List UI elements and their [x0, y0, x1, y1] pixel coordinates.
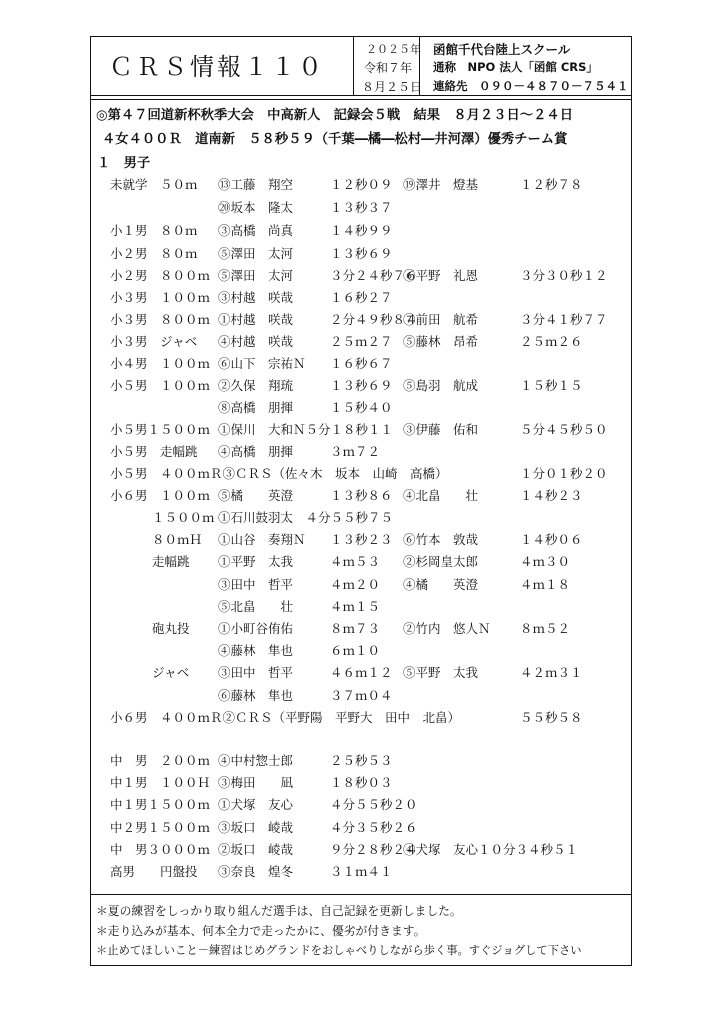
result-cell: ４ｍ１８	[520, 577, 571, 592]
result-row	[0, 244, 724, 264]
result-cell: ⑬工藤 翔空	[218, 177, 294, 192]
result-cell: １５秒１５	[520, 378, 583, 393]
result-cell: ８００ｍ	[160, 312, 211, 327]
result-cell: ②久保 翔琉	[218, 378, 294, 393]
result-row	[0, 840, 724, 860]
result-cell: １６秒２７	[330, 290, 393, 305]
result-cell: １００ｍ	[160, 290, 211, 305]
result-row	[0, 288, 724, 308]
result-cell: ①平野 太我	[218, 554, 294, 569]
note: ＊夏の練習をしっかり取り組んだ選手は、自己記録を更新しました。	[96, 904, 462, 918]
result-row	[0, 376, 724, 396]
result-row	[0, 619, 724, 639]
result-cell: ８０ｍＨ	[152, 532, 203, 547]
result-cell: １５秒４０	[330, 400, 393, 415]
result-cell: ⑤島羽 航成	[403, 378, 479, 393]
result-cell: ③高橋 尚真	[218, 223, 294, 238]
result-row	[0, 508, 724, 528]
result-cell: ⑤橘 英澄	[218, 488, 294, 503]
note: ＊走り込みが基本、何本全力で走ったかに、優劣が付きます。	[96, 924, 426, 938]
result-cell: ①山谷 奏翔Ｎ	[218, 532, 306, 547]
issue-era: 令和７年	[364, 61, 413, 75]
result-cell: １５００ｍ	[152, 510, 215, 525]
result-cell: ①保川 大和Ｎ５分１８秒１１	[218, 422, 394, 437]
result-cell: 小５男	[110, 378, 148, 393]
result-cell: ２５秒５３	[330, 753, 393, 768]
result-row	[0, 442, 724, 462]
result-cell: ④橘 英澄	[403, 577, 479, 592]
org-name: 通称 NPO 法人「函館 CRS」	[433, 60, 598, 74]
result-cell: 中１男	[110, 775, 148, 790]
result-cell: 小２男	[110, 246, 148, 261]
result-cell: 小５男	[110, 444, 148, 459]
result-cell: ②竹内 悠人Ｎ	[403, 621, 491, 636]
result-cell: ④村越 咲哉	[218, 334, 294, 349]
result-cell: ２分４９秒８４	[330, 312, 418, 327]
result-cell: ②杉岡皇太郎	[403, 554, 479, 569]
result-cell: ①村越 咲哉	[218, 312, 294, 327]
result-cell: ５０ｍ	[160, 177, 198, 192]
result-cell: １２秒０９	[330, 177, 393, 192]
result-cell: １３秒６９	[330, 378, 393, 393]
divider	[90, 99, 632, 100]
result-cell: ３７ｍ０４	[330, 688, 393, 703]
result-row	[0, 332, 724, 352]
result-cell: １３秒８６	[330, 488, 393, 503]
result-cell: 砲丸投	[152, 621, 190, 636]
result-cell: ９分２８秒２４	[330, 842, 418, 857]
result-cell: ジャベ	[152, 665, 190, 680]
result-cell: ⑤藤林 昂希	[403, 334, 479, 349]
result-cell: ５５秒５８	[520, 710, 583, 725]
result-cell: 小３男	[110, 334, 148, 349]
result-row	[0, 575, 724, 595]
result-cell: ⑤平野 太我	[403, 665, 479, 680]
result-cell: ⑤北畠 壮	[218, 599, 294, 614]
result-cell: 小６男	[110, 710, 148, 725]
result-cell: ８０ｍ	[160, 246, 198, 261]
result-cell: １４秒２３	[520, 488, 583, 503]
school-name: 函館千代台陸上スクール	[433, 42, 571, 57]
result-cell: ④藤林 隼也	[218, 643, 294, 658]
header-box	[90, 36, 632, 96]
result-row	[0, 486, 724, 506]
result-cell: 小３男	[110, 290, 148, 305]
result-cell: ⑳坂本 隆太	[218, 200, 294, 215]
result-cell: １３秒３７	[330, 200, 393, 215]
divider	[90, 894, 632, 895]
result-cell: 高男	[110, 864, 136, 879]
result-cell: 中 男	[110, 753, 148, 768]
result-row	[0, 597, 724, 617]
result-cell: ④犬塚 友心１０分３４秒５１	[403, 842, 579, 857]
result-cell: １４秒９９	[330, 223, 393, 238]
result-cell: ３ｍ７２	[330, 444, 381, 459]
result-cell: ８００ｍ	[160, 268, 211, 283]
result-cell: ③伊藤 佑和	[403, 422, 479, 437]
result-row	[0, 310, 724, 330]
result-cell: １８秒０３	[330, 775, 393, 790]
result-cell: ③村越 咲哉	[218, 290, 294, 305]
result-cell: ２５ｍ２６	[520, 334, 583, 349]
result-cell: 小５男１５００ｍ	[110, 422, 211, 437]
result-cell: 走幅跳	[152, 554, 190, 569]
result-row	[0, 354, 724, 374]
result-cell: 中２男１５００ｍ	[110, 820, 211, 835]
result-cell: ④中村惣士郎	[218, 753, 294, 768]
result-cell: 小６男	[110, 488, 148, 503]
result-cell: ⑥平野 礼恩	[403, 268, 479, 283]
result-cell: 中１男１５００ｍ	[110, 797, 211, 812]
result-row	[0, 862, 724, 882]
result-cell: ５分４５秒５０	[520, 422, 608, 437]
result-cell: １００ｍ	[160, 378, 211, 393]
result-cell: １００Ｈ	[160, 775, 211, 790]
result-cell: ジャベ	[160, 334, 198, 349]
result-row	[0, 198, 724, 218]
result-cell: ③田中 哲平	[218, 577, 294, 592]
result-row	[0, 751, 724, 771]
result-cell: ３分４１秒７７	[520, 312, 608, 327]
result-cell: ④高橋 朋揮	[218, 444, 294, 459]
result-row	[0, 464, 724, 484]
result-cell: ３１ｍ４１	[330, 864, 393, 879]
meet-heading: ◎第４７回道新杯秋季大会 中高新人 記録会５戦 結果 ８月２３日～２４日	[96, 108, 573, 123]
result-cell: ３分２４秒７６	[330, 268, 418, 283]
result-cell: ２５ｍ２７	[330, 334, 393, 349]
result-cell: 未就学	[110, 177, 148, 192]
result-cell: ４２ｍ３１	[520, 665, 583, 680]
result-cell: １６秒６７	[330, 356, 393, 371]
result-cell: ８０ｍ	[160, 223, 198, 238]
issue-year: ２０２５年	[366, 43, 421, 56]
result-cell: １００ｍ	[160, 488, 211, 503]
result-cell: ⑤澤田 太河	[218, 268, 294, 283]
result-cell: ⑲澤井 燈基	[403, 177, 479, 192]
contact-phone: 連絡先 ０９０－４８７０－７５４１	[433, 79, 629, 93]
result-row	[0, 795, 724, 815]
result-cell: 小４男	[110, 356, 148, 371]
newsletter-title: ＣＲＳ情報１１０	[109, 53, 325, 81]
result-cell: １４秒０６	[520, 532, 583, 547]
result-cell: １３秒２３	[330, 532, 393, 547]
result-row	[0, 818, 724, 838]
result-cell: ２００ｍ	[160, 753, 211, 768]
result-cell: 小２男	[110, 268, 148, 283]
result-cell: ①小町谷侑佑	[218, 621, 294, 636]
result-cell: ４ｍ３０	[520, 554, 571, 569]
result-cell: ４６ｍ１２	[330, 665, 393, 680]
result-cell: ４分５５秒２０	[330, 797, 418, 812]
note: ＊止めてほしいこと－練習はじめグランドをおしゃべりしながら歩く事。すぐジョグして下さい	[96, 944, 582, 957]
result-cell: ４００ｍＲ③ＣＲＳ（佐々木 坂本 山崎 高橋）	[160, 466, 448, 481]
result-cell: ４００ｍＲ②ＣＲＳ（平野陽 平野大 田中 北畠）	[160, 710, 461, 725]
result-cell: ②坂口 崚哉	[218, 842, 294, 857]
result-cell: ③田中 哲平	[218, 665, 294, 680]
result-cell: ⑦前田 航希	[403, 312, 479, 327]
result-cell: １２秒７８	[520, 177, 583, 192]
result-row	[0, 773, 724, 793]
divider	[353, 37, 354, 95]
result-cell: ⑧高橋 朋揮	[218, 400, 294, 415]
result-row	[0, 398, 724, 418]
result-row	[0, 175, 724, 195]
result-cell: ④北畠 壮	[403, 488, 479, 503]
result-cell: ６ｍ１０	[330, 643, 381, 658]
result-cell: ４ｍ５３	[330, 554, 381, 569]
result-cell: ③坂口 崚哉	[218, 820, 294, 835]
result-cell: １３秒６９	[330, 246, 393, 261]
result-cell: ⑤澤田 太河	[218, 246, 294, 261]
result-cell: 中 男３０００ｍ	[110, 842, 211, 857]
result-cell: ４分３５秒２６	[330, 820, 418, 835]
section-heading: １ 男子	[97, 156, 151, 171]
result-cell: ８ｍ５２	[520, 621, 571, 636]
result-cell: １００ｍ	[160, 356, 211, 371]
result-cell: ⑥竹本 敦哉	[403, 532, 479, 547]
issue-date: ８月２５日	[362, 80, 423, 94]
result-cell: ３分３０秒１２	[520, 268, 608, 283]
result-cell: ①石川鼓羽太 ４分５５秒７５	[218, 510, 394, 525]
result-cell: 小１男	[110, 223, 148, 238]
result-row	[0, 552, 724, 572]
result-cell: ⑥藤林 隼也	[218, 688, 294, 703]
result-cell: 円盤投	[160, 864, 198, 879]
result-cell: ①犬塚 友心	[218, 797, 294, 812]
result-row	[0, 641, 724, 661]
result-row	[0, 221, 724, 241]
relay-record: ４女４００Ｒ 道南新 ５８秒５９（千葉―橘―松村―井河澤）優秀チーム賞	[102, 132, 568, 147]
result-cell: ４ｍ１５	[330, 599, 381, 614]
result-cell: 小３男	[110, 312, 148, 327]
result-row	[0, 530, 724, 550]
result-cell: 小５男	[110, 466, 148, 481]
result-cell: ８ｍ７３	[330, 621, 381, 636]
result-cell: ４ｍ２０	[330, 577, 381, 592]
result-row	[0, 420, 724, 440]
result-row	[0, 686, 724, 706]
result-cell: １分０１秒２０	[520, 466, 608, 481]
result-row	[0, 266, 724, 286]
result-cell: ③奈良 煌冬	[218, 864, 294, 879]
result-cell: ③梅田 凪	[218, 775, 294, 790]
result-cell: ⑥山下 宗祐Ｎ	[218, 356, 306, 371]
result-cell: 走幅跳	[160, 444, 198, 459]
result-row	[0, 708, 724, 728]
result-row	[0, 663, 724, 683]
